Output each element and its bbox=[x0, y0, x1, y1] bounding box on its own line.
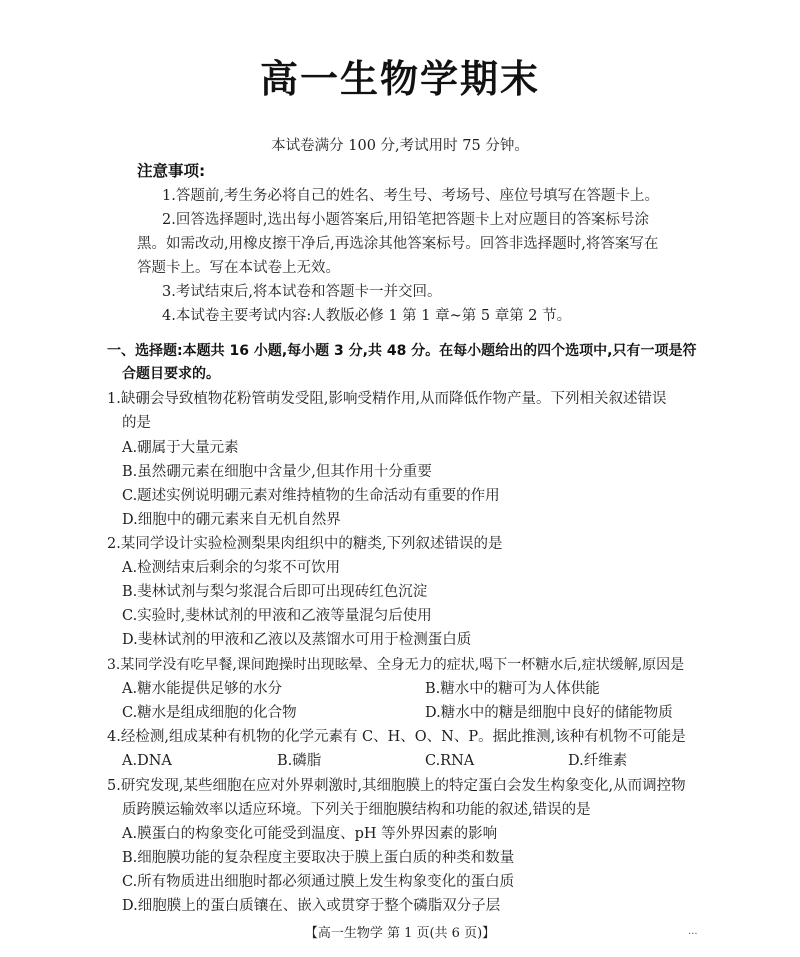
answer-option: D.细胞中的硼元素来自无机自然界 bbox=[122, 512, 341, 528]
question-stem-cont: 的是 bbox=[122, 415, 151, 431]
notice-heading: 注意事项: bbox=[137, 162, 206, 180]
answer-option: C.RNA bbox=[425, 753, 475, 769]
answer-option: C.糖水是组成细胞的化合物 bbox=[122, 705, 297, 721]
exam-title: 高一生物学期末 bbox=[259, 57, 540, 101]
notice-line: 答题卡上。写在本试卷上无效。 bbox=[137, 260, 340, 276]
answer-option: B.糖水中的糖可为人体供能 bbox=[425, 681, 600, 697]
question-stem: 3.某同学没有吃早餐,课间跑操时出现眩晕、全身无力的症状,喝下一杯糖水后,症状缓解,原因是 bbox=[107, 657, 685, 673]
answer-option: C.题述实例说明硼元素对维持植物的生命活动有重要的作用 bbox=[122, 488, 500, 504]
answer-option: B.虽然硼元素在细胞中含量少,但其作用十分重要 bbox=[122, 464, 432, 480]
answer-option: A.硼属于大量元素 bbox=[122, 440, 239, 456]
answer-option: B.磷脂 bbox=[277, 753, 322, 769]
answer-option: D.糖水中的糖是细胞中良好的储能物质 bbox=[425, 705, 673, 721]
answer-option: B.细胞膜功能的复杂程度主要取决于膜上蛋白质的种类和数量 bbox=[122, 850, 515, 866]
answer-option: A.膜蛋白的构象变化可能受到温度、pH 等外界因素的影响 bbox=[122, 826, 498, 842]
section-heading: 一、选择题:本题共 16 小题,每小题 3 分,共 48 分。在每小题给出的四个选项中,只有一项是符 bbox=[107, 343, 697, 359]
notice-line: 3.考试结束后,将本试卷和答题卡一并交回。 bbox=[162, 284, 442, 300]
answer-option: B.斐林试剂与梨匀浆混合后即可出现砖红色沉淀 bbox=[122, 584, 428, 600]
section-heading-cont: 合题目要求的。 bbox=[122, 366, 220, 382]
notice-line: 黑。如需改动,用橡皮擦干净后,再选涂其他答案标号。回答非选择题时,将答案写在 bbox=[137, 236, 659, 252]
answer-option: D.细胞膜上的蛋白质镶在、嵌入或贯穿于整个磷脂双分子层 bbox=[122, 898, 501, 914]
question-stem: 4.经检测,组成某种有机物的化学元素有 C、H、O、N、P。据此推测,该种有机物不可能是 bbox=[107, 729, 686, 745]
notice-line: 1.答题前,考生务必将自己的姓名、考生号、考场号、座位号填写在答题卡上。 bbox=[162, 188, 659, 204]
exam-info: 本试卷满分 100 分,考试用时 75 分钟。 bbox=[271, 138, 529, 154]
question-stem-cont: 质跨膜运输效率以适应环境。下列关于细胞膜结构和功能的叙述,错误的是 bbox=[122, 802, 591, 818]
answer-option: D.斐林试剂的甲液和乙液以及蒸馏水可用于检测蛋白质 bbox=[122, 632, 472, 648]
question-stem: 5.研究发现,某些细胞在应对外界刺激时,其细胞膜上的特定蛋白会发生构象变化,从而调控物 bbox=[107, 778, 686, 794]
answer-option: C.所有物质进出细胞时都必须通过膜上发生构象变化的蛋白质 bbox=[122, 874, 515, 890]
answer-option: D.纤维素 bbox=[568, 753, 628, 769]
question-stem: 1.缺硼会导致植物花粉管萌发受阻,影响受精作用,从而降低作物产量。下列相关叙述错误 bbox=[107, 391, 667, 407]
notice-line: 2.回答选择题时,选出每小题答案后,用铅笔把答题卡上对应题目的答案标号涂 bbox=[162, 212, 650, 228]
notice-line: 4.本试卷主要考试内容:人教版必修 1 第 1 章~第 5 章第 2 节。 bbox=[162, 308, 572, 324]
corner-mark: ... bbox=[688, 926, 698, 937]
answer-option: A.糖水能提供足够的水分 bbox=[122, 681, 283, 697]
question-stem: 2.某同学设计实验检测梨果肉组织中的糖类,下列叙述错误的是 bbox=[107, 536, 503, 552]
answer-option: A.检测结束后剩余的匀浆不可饮用 bbox=[122, 560, 341, 576]
answer-option: C.实验时,斐林试剂的甲液和乙液等量混匀后使用 bbox=[122, 608, 432, 624]
answer-option: A.DNA bbox=[122, 753, 172, 769]
page-footer: 【高一生物学 第 1 页(共 6 页)】 bbox=[304, 926, 496, 941]
